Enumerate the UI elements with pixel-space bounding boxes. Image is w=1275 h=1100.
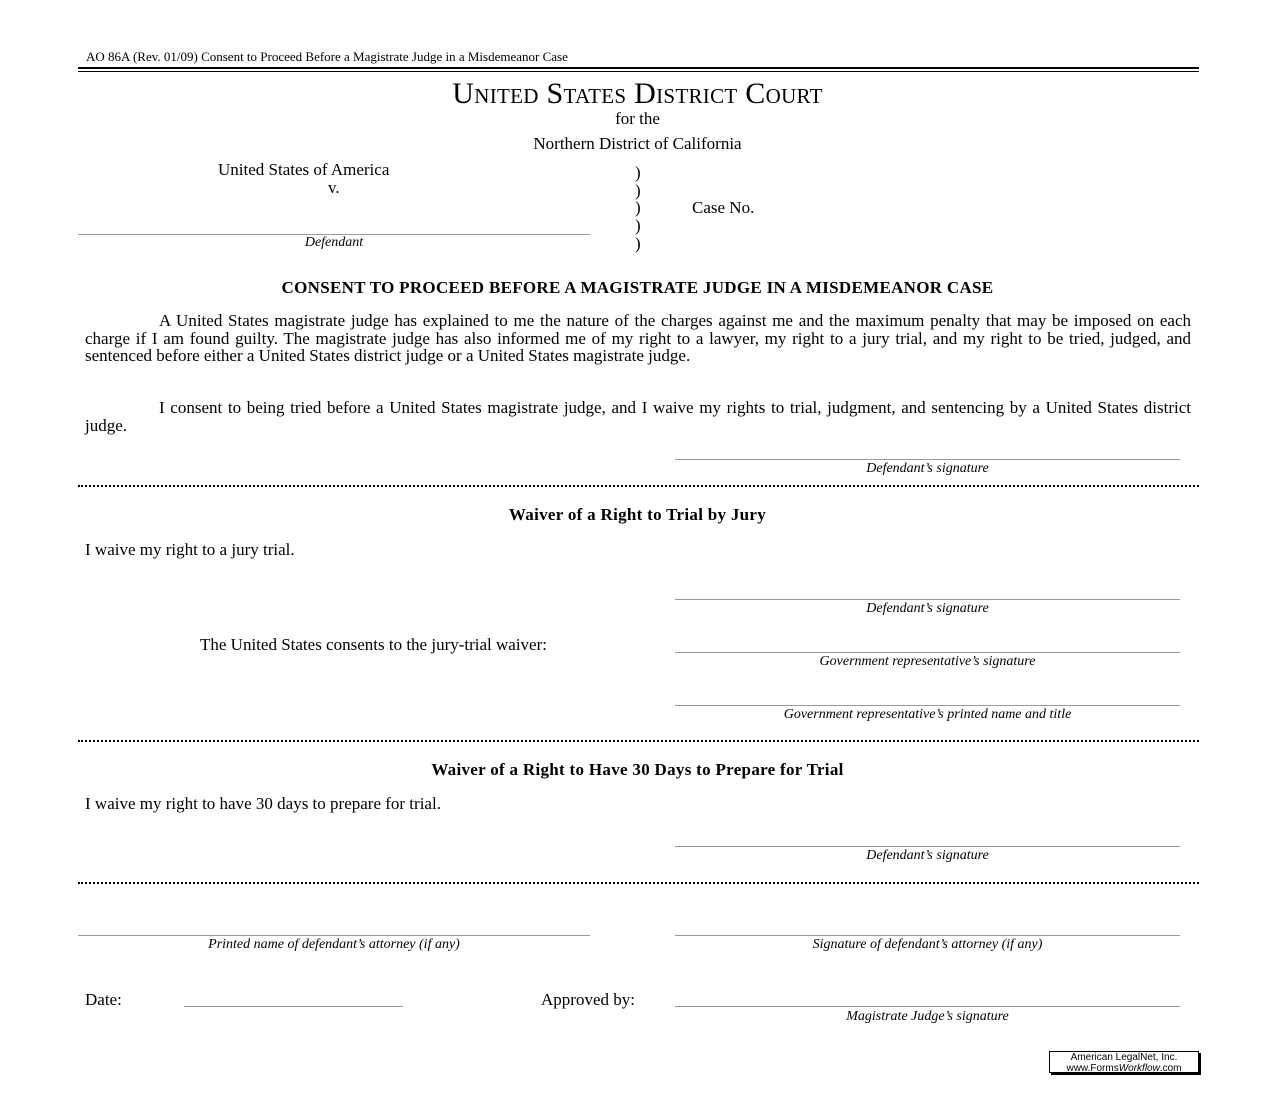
district-name: Northern District of California [533, 134, 742, 153]
date-label: Date: [85, 990, 122, 1009]
attorney-printed-name-label: Printed name of defendant’s attorney (if any) [208, 937, 460, 952]
gov-printed-name-label: Government representative’s printed name and title [783, 707, 1072, 722]
us-consent-text: The United States consents to the jury-trial waiver: [200, 635, 547, 654]
date-line[interactable] [184, 1006, 403, 1007]
jury-defendant-signature-label: Defendant’s signature [866, 601, 989, 616]
consent-paragraph-2: I consent to being tried before a United States magistrate judge, and I waive my rights to trial, judgment, and sentencing by a United States district judge. [85, 398, 1191, 435]
section-divider [78, 485, 1199, 487]
gov-signature-label: Government representative’s signature [819, 654, 1036, 669]
versus-text: v. [328, 178, 340, 197]
judge-signature-line[interactable] [675, 1006, 1180, 1007]
caption-paren: ) [635, 216, 641, 235]
section-divider [78, 740, 1199, 742]
header-rule-thin [78, 71, 1199, 72]
attorney-printed-name-line[interactable] [78, 935, 590, 936]
caption-paren: ) [635, 198, 641, 217]
footer-website: www.FormsWorkflow.com [1066, 1062, 1182, 1074]
plaintiff-name: United States of America [218, 160, 390, 179]
caption-paren: ) [635, 163, 641, 182]
consent-defendant-signature-label: Defendant’s signature [866, 461, 989, 476]
jury-waiver-text: I waive my right to a jury trial. [85, 540, 295, 559]
court-title: United States District Court [452, 77, 823, 110]
footer-company: American LegalNet, Inc. [1070, 1052, 1178, 1063]
consent-paragraph-1: A United States magistrate judge has explained to me the nature of the charges against me and the maximum penalty that may be imposed on each charge if I am found guilty. The magistrate judge has also informed me of my right to a lawyer, my right to a jury trial, and my right to be tried, judged, and sentenced before either a United States district judge or a United States magistrate judge. [85, 311, 1191, 365]
jury-waiver-title: Waiver of a Right to Trial by Jury [508, 505, 767, 524]
prep-defendant-signature-line[interactable] [675, 846, 1180, 847]
for-the-text: for the [615, 109, 660, 128]
legalnet-footer-badge [1049, 1051, 1199, 1073]
form-number-header: AO 86A (Rev. 01/09) Consent to Proceed Before a Magistrate Judge in a Misdemeanor Case [86, 49, 568, 64]
header-rule-thick [78, 67, 1199, 69]
defendant-label: Defendant [304, 235, 364, 250]
caption-paren: ) [635, 234, 641, 253]
consent-title: CONSENT TO PROCEED BEFORE A MAGISTRATE JUDGE IN A MISDEMEANOR CASE [281, 278, 994, 297]
prep-defendant-signature-label: Defendant’s signature [866, 848, 989, 863]
prep-waiver-text: I waive my right to have 30 days to prepare for trial. [85, 794, 441, 813]
caption-paren: ) [635, 181, 641, 200]
prep-waiver-title: Waiver of a Right to Have 30 Days to Prepare for Trial [431, 760, 844, 779]
jury-defendant-signature-line[interactable] [675, 599, 1180, 600]
judge-signature-label: Magistrate Judge’s signature [846, 1009, 1009, 1024]
attorney-signature-line[interactable] [675, 935, 1180, 936]
gov-printed-name-line[interactable] [675, 705, 1180, 706]
consent-defendant-signature-line[interactable] [675, 459, 1180, 460]
gov-signature-line[interactable] [675, 652, 1180, 653]
attorney-signature-label: Signature of defendant’s attorney (if any) [812, 937, 1043, 952]
case-no-label: Case No. [692, 198, 755, 217]
approved-by-label: Approved by: [541, 990, 635, 1009]
section-divider [78, 882, 1199, 884]
